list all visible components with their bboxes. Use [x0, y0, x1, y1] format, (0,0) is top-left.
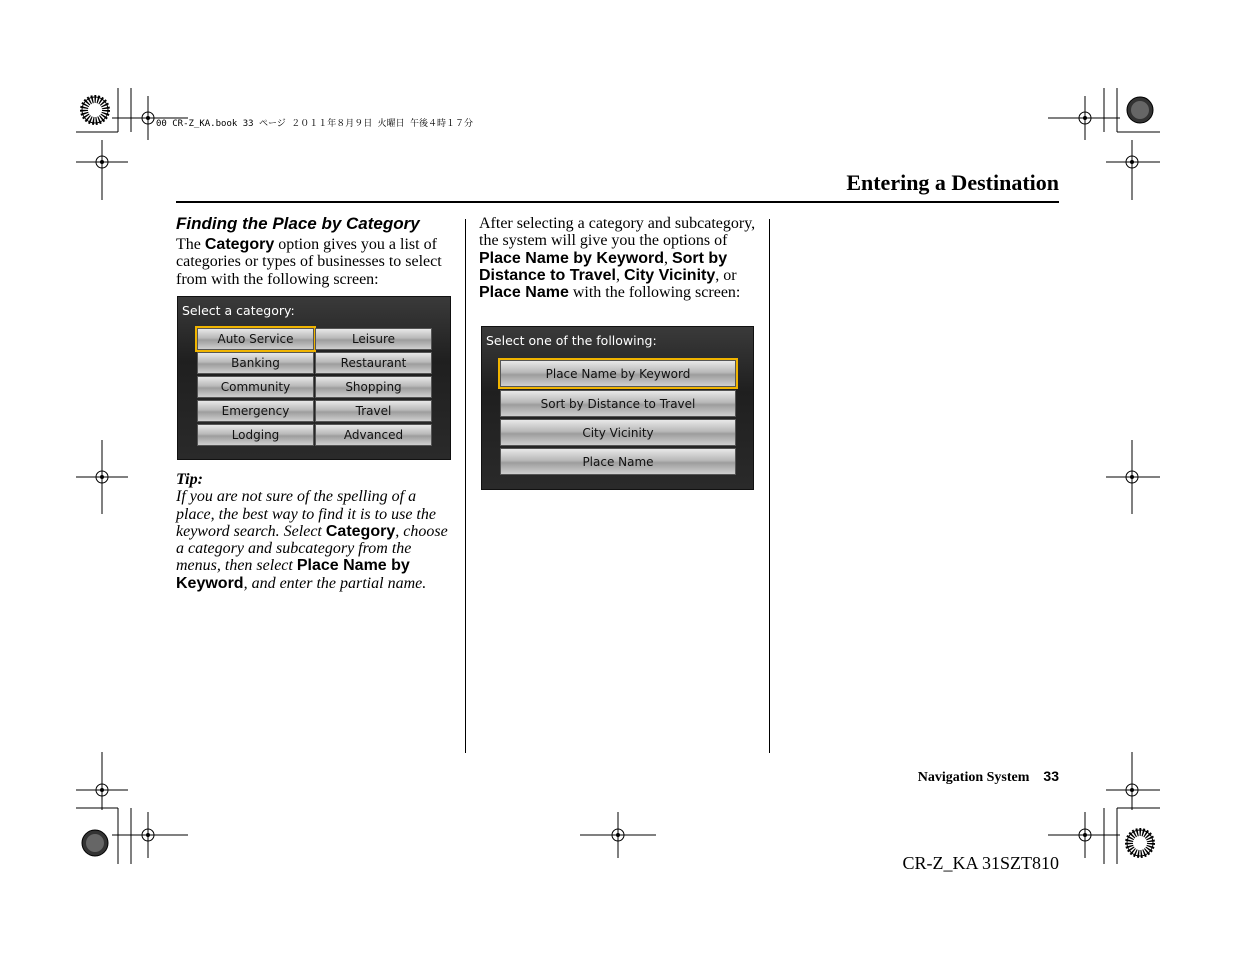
tip-text-1: If you are not sure of the spelling of a place, the best way to find it is to use the keyword search. Select [176, 488, 436, 540]
page-number: 33 [1043, 768, 1059, 784]
footer-section: Navigation System [917, 770, 1030, 785]
middle-sep-2: , [615, 266, 624, 284]
category-button-lodging[interactable]: Lodging [197, 424, 314, 446]
tip-bold-1: Category [325, 522, 396, 540]
options-screen [481, 326, 754, 490]
intro-paragraph [176, 236, 456, 288]
category-button-advanced[interactable]: Advanced [315, 424, 432, 446]
middle-text-1: After selecting a category and subcategory, the system will give you the options of [479, 215, 756, 250]
column-divider-2 [769, 219, 770, 753]
intro-prefix: The [176, 236, 205, 253]
tip-paragraph [176, 488, 456, 592]
footer-nav [918, 768, 1059, 786]
category-button-emergency[interactable]: Emergency [197, 400, 314, 422]
option-button-sort-by-distance[interactable]: Sort by Distance to Travel [500, 390, 736, 417]
tip-bold-2: Place Name by Keyword [176, 557, 410, 592]
middle-bold-4: Place Name [479, 284, 569, 302]
category-button-auto-service[interactable]: Auto Service [197, 328, 314, 350]
tip-text-3: , and enter the partial name. [243, 574, 427, 592]
category-button-shopping[interactable]: Shopping [315, 376, 432, 398]
category-button-leisure[interactable]: Leisure [315, 328, 432, 350]
column-divider-1 [465, 219, 466, 753]
option-button-place-name-by-keyword[interactable]: Place Name by Keyword [500, 360, 736, 387]
intro-suffix: option gives you a list of categories or types of businesses to select from with the following screen: [176, 236, 442, 288]
header-rule [176, 201, 1059, 203]
middle-paragraph [479, 215, 759, 301]
option-button-place-name[interactable]: Place Name [500, 448, 736, 475]
category-button-restaurant[interactable]: Restaurant [315, 352, 432, 374]
middle-sep-1: , [663, 249, 672, 267]
left-column [176, 214, 456, 288]
tip-label: Tip: [176, 471, 203, 488]
intro-bold: Category [204, 236, 275, 253]
category-button-banking[interactable]: Banking [197, 352, 314, 374]
footer-code: CR-Z_KA 31SZT810 [902, 853, 1059, 873]
tip-block [176, 471, 456, 592]
page-title: Entering a Destination [846, 170, 1059, 195]
middle-sep-3: , or [715, 266, 737, 284]
file-header: 00 CR-Z_KA.book 33 ページ ２０１１年８月９日 火曜日 午後４時１７分 [156, 119, 474, 129]
category-screen-title: Select a category: [182, 303, 295, 318]
section-title: Finding the Place by Category [176, 214, 420, 233]
middle-bold-3: City Vicinity [623, 266, 716, 284]
middle-text-2: with the following screen: [568, 284, 741, 302]
middle-bold-1: Place Name by Keyword [479, 249, 664, 267]
option-button-city-vicinity[interactable]: City Vicinity [500, 419, 736, 446]
category-button-travel[interactable]: Travel [315, 400, 432, 422]
middle-bold-2: Sort by Distance to Travel [479, 249, 728, 284]
category-button-community[interactable]: Community [197, 376, 314, 398]
options-screen-title: Select one of the following: [486, 333, 657, 348]
category-screen [177, 296, 451, 460]
tip-text-2: , choose a category and subcategory from the menus, then select [176, 522, 448, 575]
